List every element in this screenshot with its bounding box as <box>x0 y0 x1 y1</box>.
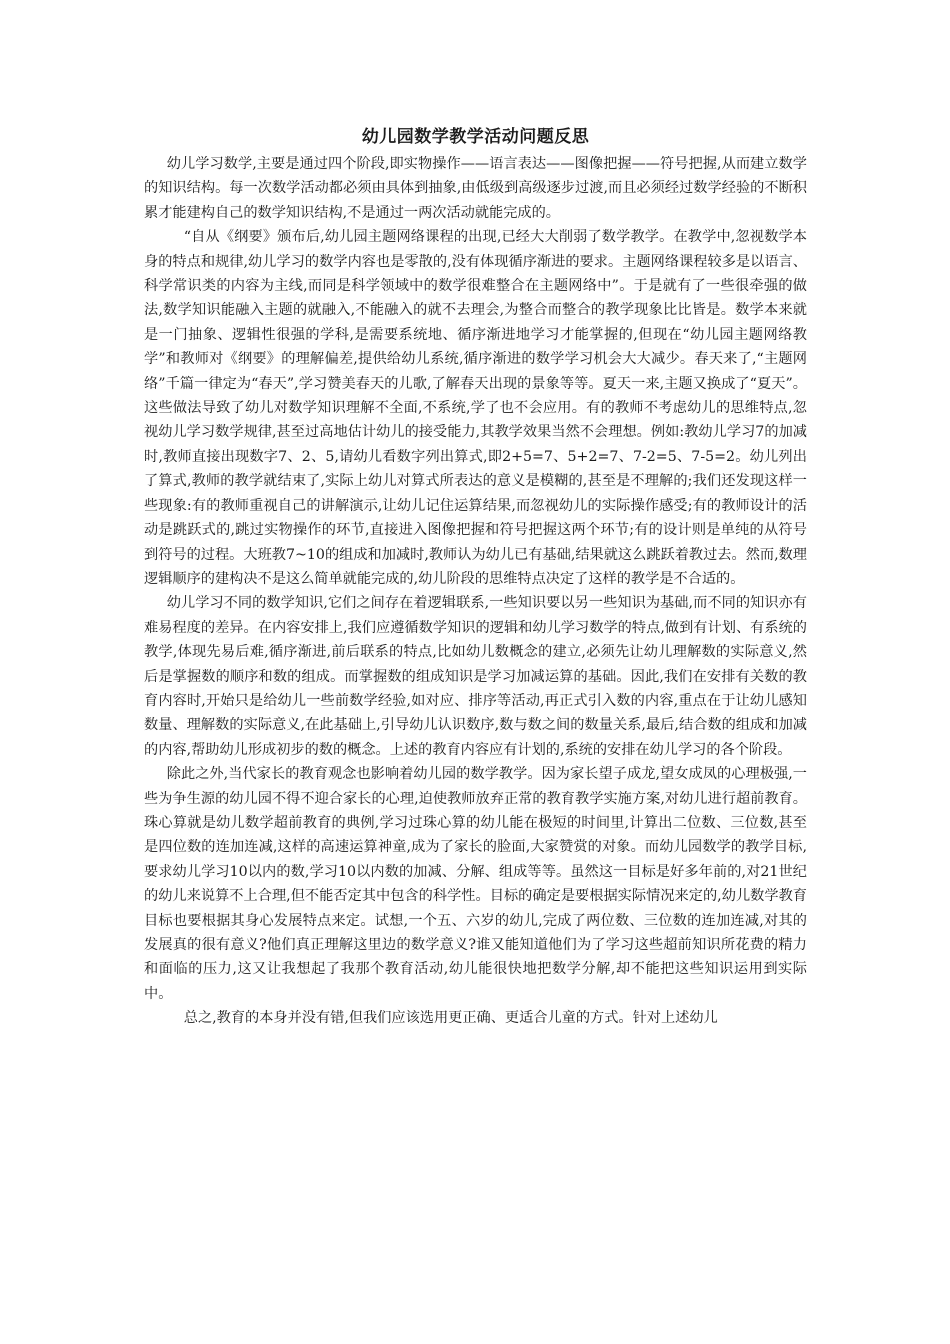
document-page <box>144 122 807 1031</box>
paragraph-3: 幼儿学习不同的数学知识,它们之间存在着逻辑联系,一些知识要以另一些知识为基础,而不同的知识亦有难易程度的差异。在内容安排上,我们应遵循数学知识的逻辑和幼儿学习数学的特点,做到有计划、有系统的教学,体现先易后难,循序渐进,前后联系的特点,比如幼儿数概念的建立,必须先让幼儿理解数的实际意义,然后是掌握数的顺序和数的组成。而掌握数的组成知识是学习加减运算的基础。因此,我们在安排有关数的教育内容时,开始只是给幼儿一些前数学经验,如对应、排序等活动,再正式引入数的内容,重点在于让幼儿感知数量、理解数的实际意义,在此基础上,引导幼儿认识数序,数与数之间的数量关系,最后,结合数的组成和加减的内容,帮助幼儿形成初步的数的概念。上述的教育内容应有计划的,系统的安排在幼儿学习的各个阶段。 <box>144 595 807 758</box>
paragraph-2: “自从《纲要》颁布后,幼儿园主题网络课程的出现,已经大大削弱了数学教学。在教学中,忽视数学本身的特点和规律,幼儿学习的数学内容也是零散的,没有体现循序渐进的要求。主题网络课程较多是以语言、科学常识类的内容为主线,而同是科学领域中的数学很难整合在主题网络中”。于是就有了一些很牵强的做法,数学知识能融入主题的就融入,不能融入的就不去理会,为整合而整合的教学现象比比皆是。数学本来就是一门抽象、逻辑性很强的学科,是需要系统地、循序渐进地学习才能掌握的,但现在“幼儿园主题网络教学”和教师对《纲要》的理解偏差,提供给幼儿系统,循序渐进的数学学习机会大大减少。春天来了,“主题网络”千篇一律定为“春天”,学习赞美春天的儿歌,了解春天出现的景象等等。夏天一来,主题又换成了“夏天”。这些做法导致了幼儿对数学知识理解不全面,不系统,学了也不会应用。有的教师不考虑幼儿的思维特点,忽视幼儿学习数学规律,甚至过高地估计幼儿的接受能力,其教学效果当然不会理想。例如:教幼儿学习7的加减时,教师直接出现数字7、2、5,请幼儿看数字列出算式,即2+5=7、5+2=7、7-2=5、7-5=2。幼儿列出了算式,教师的教学就结束了,实际上幼儿对算式所表达的意义是模糊的,甚至是不理解的;我们还发现这样一些现象:有的教师重视自己的讲解演示,让幼儿记住运算结果,而忽视幼儿的实际操作感受;有的教师设计的活动是跳跃式的,跳过实物操作的环节,直接进入图像把握和符号把握这两个环节;有的设计则是单纯的从符号到符号的过程。大班教7~10的组成和加减时,教师认为幼儿已有基础,结果就这么跳跃着教过去。然而,数理逻辑顺序的建构决不是这么简单就能完成的,幼儿阶段的思维特点决定了这样的教学是不合适的。 <box>144 229 807 587</box>
paragraph-4: 除此之外,当代家长的教育观念也影响着幼儿园的数学教学。因为家长望子成龙,望女成凤的心理极强,一些为争生源的幼儿园不得不迎合家长的心理,迫使教师放弃正常的教育教学实施方案,对幼儿进行超前教育。珠心算就是幼儿数学超前教育的典例,学习过珠心算的幼儿能在极短的时间里,计算出二位数、三位数,甚至是四位数的连加连减,这样的高速运算神童,成为了家长的脸面,大家赞赏的对象。而幼儿园数学的教学目标,要求幼儿学习10以内的数,学习10以内数的加减、分解、组成等等。虽然这一目标是好多年前的,对21世纪的幼儿来说算不上合理,但不能否定其中包含的科学性。目标的确定是要根据实际情况来定的,幼儿数学教育目标也要根据其身心发展特点来定。试想,一个五、六岁的幼儿,完成了两位数、三位数的连加连减,对其的发展真的很有意义?他们真正理解这里边的数学意义?谁又能知道他们为了学习这些超前知识所花费的精力和面临的压力,这又让我想起了我那个教育活动,幼儿能很快地把数学分解,却不能把这些知识运用到实际中。 <box>144 766 807 1002</box>
document-title: 幼儿园数学教学活动问题反思 <box>361 127 590 147</box>
paragraph-1: 幼儿学习数学,主要是通过四个阶段,即实物操作——语言表达——图像把握——符号把握,从而建立数学的知识结构。每一次数学活动都必须由具体到抽象,由低级到高级逐步过渡,而且必须经过数学经验的不断积累才能建构自己的数学知识结构,不是通过一两次活动就能完成的。 <box>144 156 807 221</box>
paragraph-5: 总之,教育的本身并没有错,但我们应该选用更正确、更适合儿童的方式。针对上述幼儿 <box>183 1010 718 1027</box>
